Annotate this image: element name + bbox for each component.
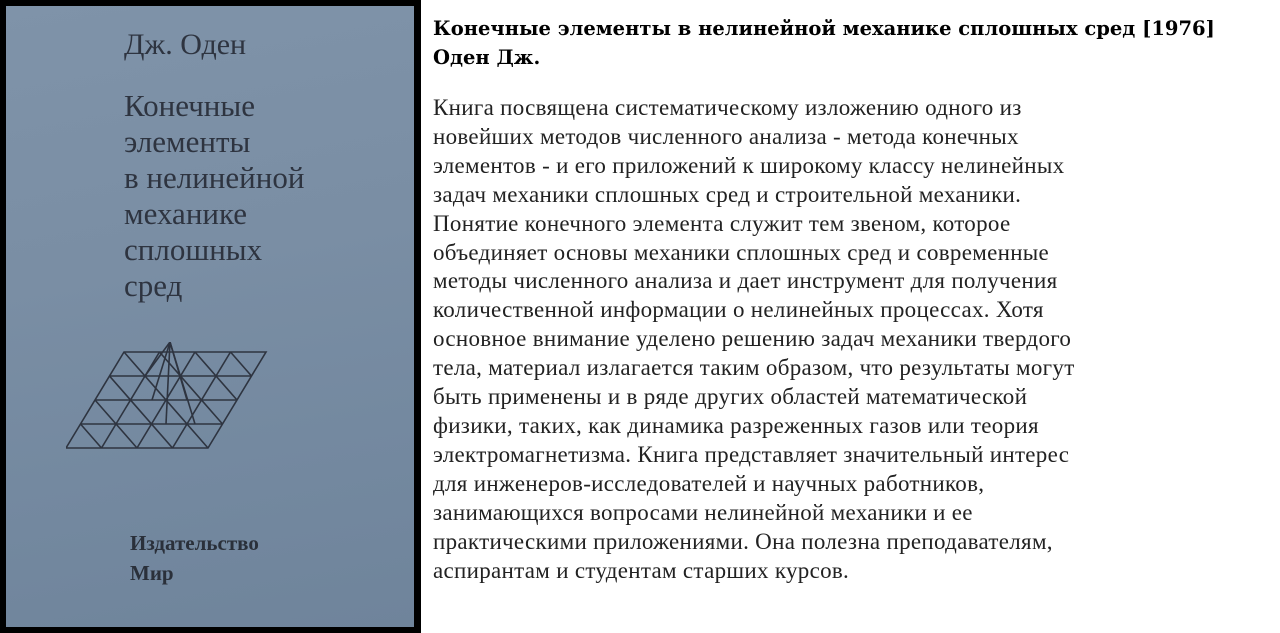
cover-publisher-line: Издательство — [130, 531, 259, 555]
cover-title-line: в нелинейной — [124, 160, 305, 195]
cover-title-line: Конечные — [124, 88, 255, 123]
book-cover-frame — [0, 0, 421, 633]
finite-element-mesh-icon — [66, 342, 276, 452]
book-heading: Конечные элементы в нелинейной механике сплошных сред [1976] Оден Дж. — [433, 17, 1215, 69]
book-info — [433, 14, 1273, 585]
book-description: Книга посвящена систематическому изложению одного из новейших методов численного анализа - метода конечных элементов - и его приложений к широкому классу нелинейных задач механики сплошных сред и строительной механики. Понятие конечного элемента служит тем звеном, которое объединяет основы механики сплошных сред и современные методы численного анализа и дает инструмент для получения количественной информации о нелинейных процессах. Хотя основное внимание уделено решению задач механики твердого тела, материал излагается таким образом, что результаты могут быть применены и в ряде других областей математической физики, таких, как динамика разреженных газов или теория электромагнетизма. Книга представляет значительный интерес для инженеров-исследователей и научных работников, занимающихся вопросами нелинейной механики и ее практическими приложениями. Она полезна преподавателям, аспирантам и студентам старших курсов. — [433, 95, 1075, 583]
cover-title-line: сплошных — [124, 232, 263, 267]
cover-title-line: элементы — [124, 124, 251, 159]
cover-title-line: механике — [124, 196, 248, 231]
book-cover — [6, 6, 414, 627]
cover-publisher-line: Мир — [130, 561, 174, 585]
cover-title-line: сред — [124, 268, 183, 303]
cover-author: Дж. Оден — [124, 28, 247, 61]
